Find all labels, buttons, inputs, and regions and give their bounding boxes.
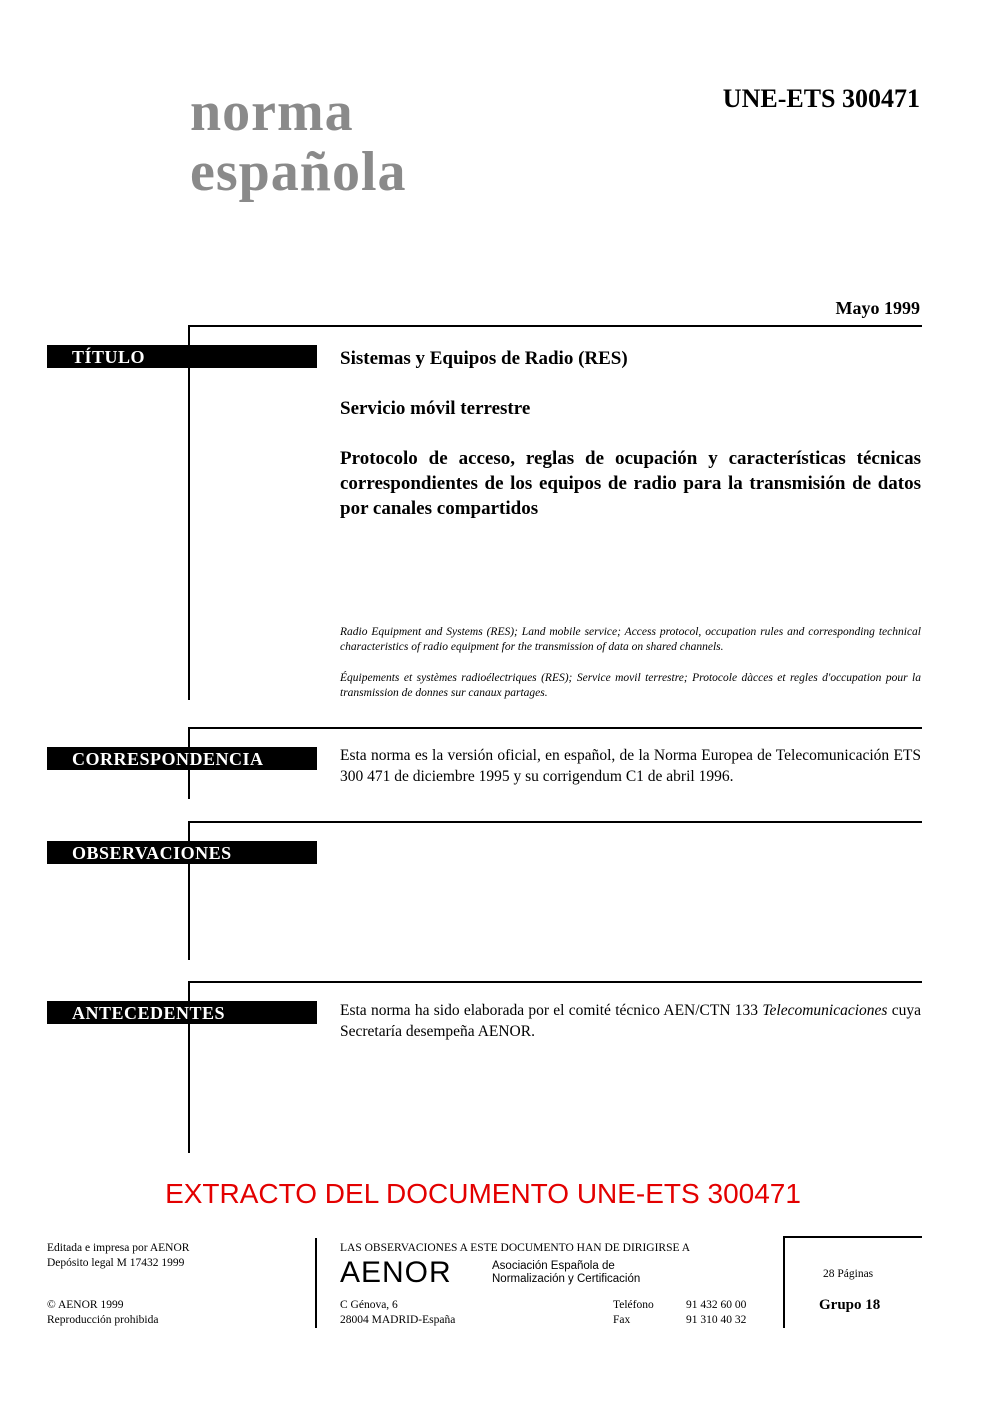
footer-observaciones-note: LAS OBSERVACIONES A ESTE DOCUMENTO HAN DE DIRIGIRSE A	[340, 1242, 691, 1254]
footer-fax-label: Fax	[613, 1314, 631, 1326]
document-code: UNE-ETS 300471	[722, 84, 920, 113]
footer-copyright: © AENOR 1999	[47, 1299, 124, 1311]
section-divider	[188, 727, 922, 729]
correspondencia-label: CORRESPONDENCIA	[47, 747, 317, 770]
brand-line-2: española	[190, 141, 407, 203]
antecedentes-committee: Telecomunicaciones	[762, 1002, 888, 1019]
correspondencia-text: Esta norma es la versión oficial, en español, de la Norma Europea de Telecomunicación ETS 300 471 de diciembre 1995 y su corrigendum C1 de abril 1996.	[340, 747, 921, 785]
titulo-line-1: Sistemas y Equipos de Radio (RES)	[340, 348, 628, 369]
footer-tel-value: 91 432 60 00	[686, 1299, 747, 1311]
extract-banner: EXTRACTO DEL DOCUMENTO UNE-ETS 300471	[165, 1178, 801, 1209]
antecedentes-text-b: cuya Secretaría desempeña AENOR.	[340, 1002, 922, 1040]
section-rule	[188, 325, 190, 700]
section-divider	[188, 325, 922, 327]
publication-date: Mayo 1999	[835, 298, 920, 318]
antecedentes-text-a: Esta norma ha sido elaborada por el comité técnico AEN/CTN 133	[340, 1002, 763, 1019]
footer-edited: Editada e impresa por AENOR	[47, 1242, 190, 1254]
brand-line-1: norma	[190, 81, 354, 143]
section-divider	[188, 821, 922, 823]
footer-fax-value: 91 310 40 32	[686, 1314, 747, 1326]
section-divider	[188, 981, 922, 983]
brand-title	[190, 82, 407, 202]
footer-box-rule	[783, 1236, 785, 1328]
footer-address-2: 28004 MADRID-España	[340, 1314, 456, 1326]
antecedentes-label: ANTECEDENTES	[47, 1001, 317, 1024]
footer-box-top	[783, 1236, 922, 1238]
footer-address-1: C Génova, 6	[340, 1299, 398, 1311]
aenor-logo: AENOR	[340, 1256, 452, 1289]
titulo-line-3: Protocolo de acceso, reglas de ocupación y características técnicas correspondientes de los equipos de radio para la transmisión de datos por canales compartidos	[340, 448, 921, 519]
titulo-label: TÍTULO	[47, 345, 317, 368]
observaciones-label: OBSERVACIONES	[47, 841, 317, 864]
footer-reproduccion: Reproducción prohibida	[47, 1314, 159, 1326]
footer-deposito: Depósito legal M 17432 1999	[47, 1257, 185, 1269]
footer-rule	[315, 1238, 317, 1328]
footer-pages: 28 Páginas	[823, 1268, 874, 1280]
antecedentes-text	[340, 1000, 921, 1042]
footer-grupo: Grupo 18	[819, 1297, 881, 1313]
aenor-association	[492, 1260, 640, 1286]
titulo-english: Radio Equipment and Systems (RES); Land mobile service; Access protocol, occupation rules and corresponding technical characteristics of radio equipment for the transmission of data on shared channels.	[340, 626, 921, 653]
assoc-line-1: Asociación Española de	[492, 1260, 615, 1272]
titulo-french: Équipements et systèmes radioélectriques (RES); Service movil terrestre; Protocole dàcces et regles d'occupation pour la transmission de donnes sur canaux partages.	[340, 672, 921, 699]
footer-tel-label: Teléfono	[613, 1299, 654, 1311]
assoc-line-2: Normalización y Certificación	[492, 1273, 641, 1285]
titulo-line-2: Servicio móvil terrestre	[340, 398, 531, 419]
